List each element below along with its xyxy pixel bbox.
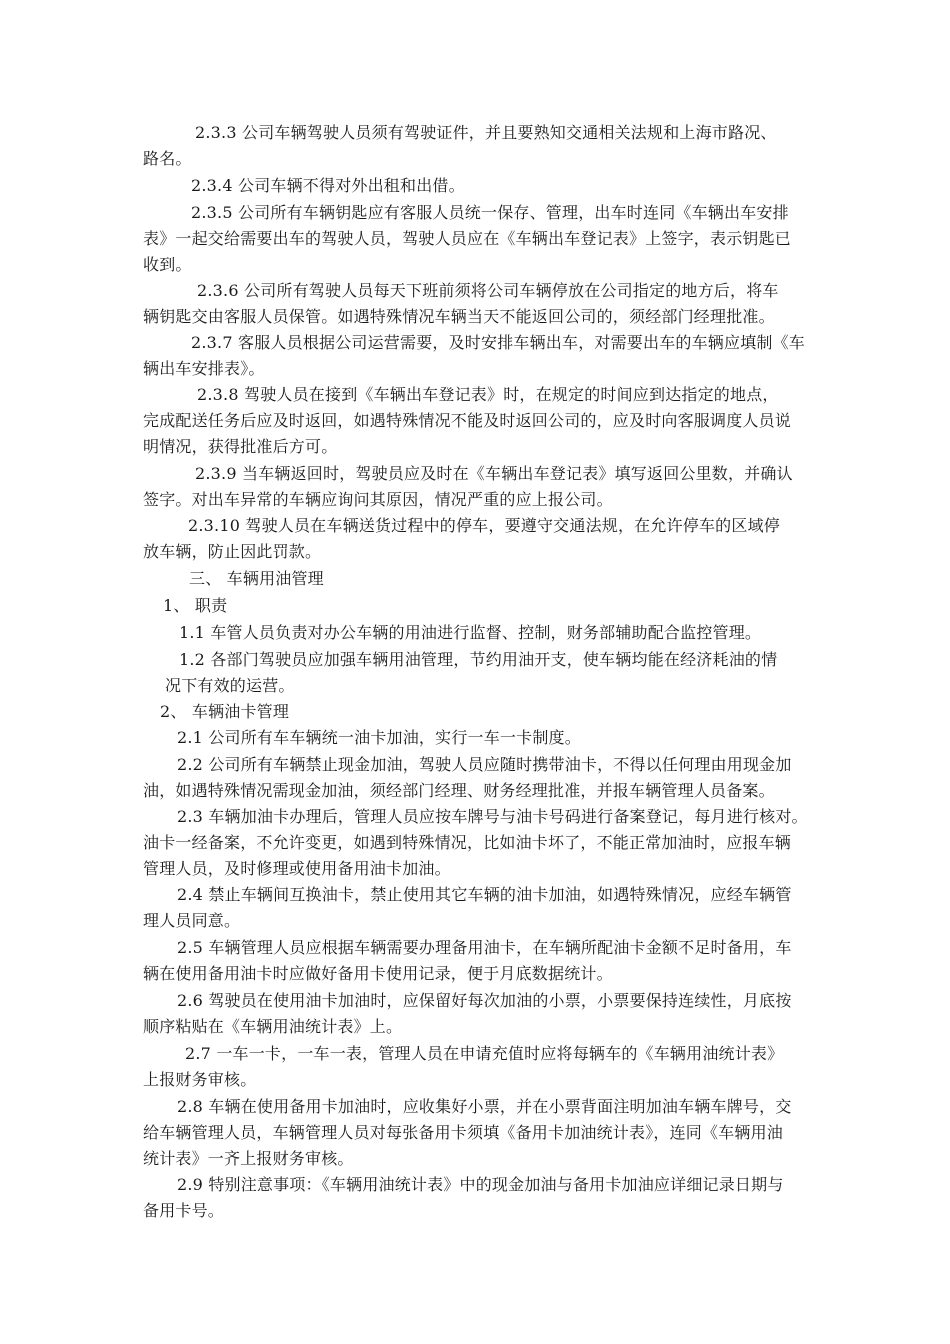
- para-2-1: [0, 725, 950, 751]
- text-line: 顺序粘贴在《车辆用油统计表》上。: [143, 1017, 403, 1036]
- text-line: 2.3.3 公司车辆驾驶人员须有驾驶证件，并且要熟知交通相关法规和上海市路况、: [195, 123, 777, 142]
- text-line: 2.7 一车一卡，一车一表，管理人员在申请充值时应将每辆车的《车辆用油统计表》: [185, 1044, 784, 1063]
- para-2-3-7: [0, 330, 950, 382]
- text-line: 2.3 车辆加油卡办理后，管理人员应按车牌号与油卡号码进行备案登记，每月进行核对。: [177, 807, 808, 826]
- text-line: 收到。: [143, 255, 192, 274]
- text-line: 油，如遇特殊情况需现金加油，须经部门经理、财务经理批准，并报车辆管理人员备案。: [143, 781, 775, 800]
- para-2-3-5: [0, 200, 950, 278]
- para-2-3-6: [0, 278, 950, 330]
- text-line: 放车辆，防止因此罚款。: [143, 542, 322, 561]
- para-2-8: [0, 1094, 950, 1172]
- heading-line: 2、 车辆油卡管理: [160, 702, 290, 721]
- para-2-3-10: [0, 513, 950, 565]
- para-1-1: [0, 620, 950, 646]
- text-line: 况下有效的运营。: [165, 676, 295, 695]
- text-line: 给车辆管理人员，车辆管理人员对每张备用卡须填《备用卡加油统计表》，连同《车辆用油: [143, 1123, 784, 1142]
- subsection-heading-duties: [0, 593, 950, 619]
- text-line: 2.5 车辆管理人员应根据车辆需要办理备用油卡，在车辆所配油卡金额不足时备用，车: [177, 938, 792, 957]
- para-2-5: [0, 935, 950, 987]
- para-2-3-4: [0, 173, 950, 199]
- heading-line: 三、 车辆用油管理: [189, 569, 324, 588]
- para-2-3-8: [0, 382, 950, 460]
- text-line: 2.4 禁止车辆间互换油卡，禁止使用其它车辆的油卡加油，如遇特殊情况，应经车辆管: [177, 885, 792, 904]
- text-line: 2.3.6 公司所有驾驶人员每天下班前须将公司车辆停放在公司指定的地方后，将车: [197, 281, 779, 300]
- subsection-heading-oil-card: [0, 699, 950, 725]
- text-line: 2.3.9 当车辆返回时，驾驶员应及时在《车辆出车登记表》填写返回公里数，并确认: [195, 464, 793, 483]
- section-heading-fuel: [0, 566, 950, 592]
- para-2-7: [0, 1041, 950, 1093]
- para-2-6: [0, 988, 950, 1040]
- text-line: 表》一起交给需要出车的驾驶人员，驾驶人员应在《车辆出车登记表》上签字，表示钥匙已: [143, 229, 792, 248]
- text-line: 管理人员，及时修理或使用备用油卡加油。: [143, 859, 451, 878]
- text-line: 1.2 各部门驾驶员应加强车辆用油管理，节约用油开支，使车辆均能在经济耗油的情: [179, 650, 778, 669]
- text-line: 2.8 车辆在使用备用卡加油时，应收集好小票，并在小票背面注明加油车辆车牌号，交: [177, 1097, 792, 1116]
- text-line: 2.2 公司所有车辆禁止现金加油，驾驶人员应随时携带油卡，不得以任何理由用现金加: [177, 755, 792, 774]
- text-line: 路名。: [143, 149, 192, 168]
- para-2-4: [0, 882, 950, 934]
- text-line: 完成配送任务后应及时返回，如遇特殊情况不能及时返回公司的，应及时向客服调度人员说: [143, 411, 792, 430]
- text-line: 1.1 车管人员负责对办公车辆的用油进行监督、控制，财务部辅助配合监控管理。: [179, 623, 762, 642]
- para-2-9: [0, 1172, 950, 1224]
- text-line: 上报财务审核。: [143, 1070, 257, 1089]
- text-line: 明情况，获得批准后方可。: [143, 437, 338, 456]
- text-line: 2.3.7 客服人员根据公司运营需要，及时安排车辆出车，对需要出车的车辆应填制《车: [191, 333, 805, 352]
- para-2-3: [0, 804, 950, 882]
- para-2-3-3: [0, 120, 950, 172]
- text-line: 辆钥匙交由客服人员保管。如遇特殊情况车辆当天不能返回公司的，须经部门经理批准。: [143, 307, 775, 326]
- text-line: 辆在使用备用油卡时应做好备用卡使用记录，便于月底数据统计。: [143, 964, 613, 983]
- text-line: 2.1 公司所有车车辆统一油卡加油，实行一车一卡制度。: [177, 728, 581, 747]
- para-2-2: [0, 752, 950, 804]
- text-line: 2.3.5 公司所有车辆钥匙应有客服人员统一保存、管理，出车时连同《车辆出车安排: [191, 203, 789, 222]
- text-line: 2.3.4 公司车辆不得对外出租和出借。: [191, 176, 465, 195]
- text-line: 签字。对出车异常的车辆应询问其原因，情况严重的应上报公司。: [143, 490, 613, 509]
- text-line: 2.3.10 驾驶人员在车辆送货过程中的停车，要遵守交通法规，在允许停车的区域停: [188, 516, 780, 535]
- para-1-2: [0, 647, 950, 699]
- text-line: 备用卡号。: [143, 1201, 225, 1220]
- heading-line: 1、 职责: [163, 596, 228, 615]
- text-line: 理人员同意。: [143, 911, 241, 930]
- text-line: 辆出车安排表》。: [143, 359, 265, 378]
- para-2-3-9: [0, 461, 950, 513]
- text-line: 2.3.8 驾驶人员在接到《车辆出车登记表》时，在规定的时间应到达指定的地点，: [197, 385, 779, 404]
- text-line: 2.6 驾驶员在使用油卡加油时，应保留好每次加油的小票，小票要保持连续性，月底按: [177, 991, 792, 1010]
- text-line: 油卡一经备案，不允许变更，如遇到特殊情况，比如油卡坏了，不能正常加油时，应报车辆: [143, 833, 792, 852]
- text-line: 2.9 特别注意事项：《车辆用油统计表》中的现金加油与备用卡加油应详细记录日期与: [177, 1175, 784, 1194]
- text-line: 统计表》一齐上报财务审核。: [143, 1149, 354, 1168]
